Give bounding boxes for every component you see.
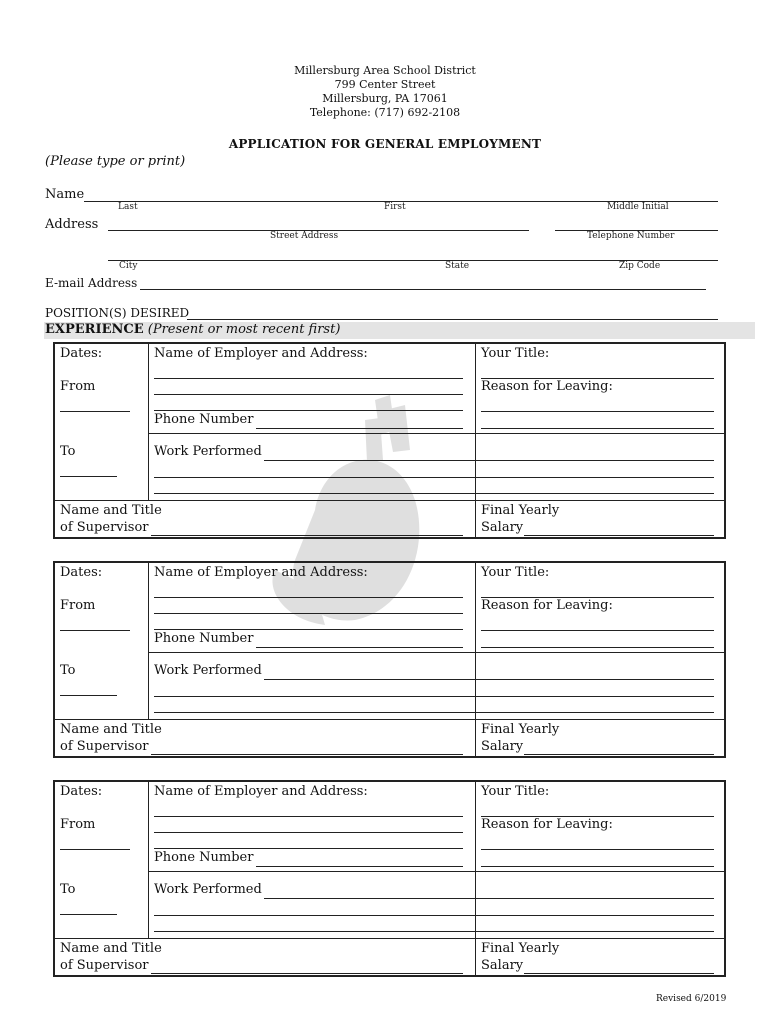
- block-divider: [55, 719, 726, 720]
- zip-code-label: Zip Code: [619, 261, 661, 271]
- district-phone: Telephone: (717) 692-2108: [309, 106, 461, 119]
- from-label: From: [60, 598, 96, 613]
- supervisor-field[interactable]: [151, 973, 463, 974]
- block-divider: [55, 938, 726, 939]
- reason-for-leaving-label: Reason for Leaving:: [481, 817, 613, 832]
- phone-number-label: Phone Number: [154, 631, 254, 646]
- experience-block-3: [53, 780, 726, 977]
- block-divider: [148, 433, 726, 434]
- to-label: To: [60, 444, 76, 459]
- reason-for-leaving-label: Reason for Leaving:: [481, 598, 613, 613]
- work-performed-field[interactable]: [154, 696, 714, 697]
- phone-number-field[interactable]: [256, 428, 463, 429]
- address-label: Address: [45, 217, 99, 232]
- final-salary-field[interactable]: [524, 535, 714, 536]
- reason-field[interactable]: [481, 630, 714, 631]
- your-title-label: Your Title:: [481, 565, 550, 580]
- block-divider: [148, 782, 149, 938]
- employer-field[interactable]: [154, 816, 463, 817]
- district-name: Millersburg Area School District: [294, 64, 476, 77]
- phone-number-label: Phone Number: [154, 850, 254, 865]
- district-street: 799 Center Street: [334, 78, 436, 91]
- block-divider: [55, 500, 726, 501]
- email-field[interactable]: [140, 289, 706, 290]
- work-performed-field[interactable]: [154, 712, 714, 713]
- supervisor-label-line2: of Supervisor: [60, 958, 149, 973]
- final-salary-label-line1: Final Yearly: [481, 722, 560, 737]
- position-label: POSITION(S) DESIRED: [45, 306, 190, 320]
- supervisor-label-line1: Name and Title: [60, 941, 162, 956]
- final-salary-field[interactable]: [524, 754, 714, 755]
- block-divider: [148, 344, 149, 500]
- name-label: Name: [45, 187, 85, 202]
- work-performed-field[interactable]: [154, 931, 714, 932]
- revised-date: Revised 6/2019: [656, 994, 727, 1004]
- supervisor-label-line2: of Supervisor: [60, 739, 149, 754]
- work-performed-field[interactable]: [154, 477, 714, 478]
- employer-field[interactable]: [154, 613, 463, 614]
- dates-label: Dates:: [60, 784, 103, 799]
- final-salary-label-line2: Salary: [481, 520, 524, 535]
- work-performed-field[interactable]: [264, 679, 714, 680]
- experience-block-2: [53, 561, 726, 758]
- first-label: First: [384, 202, 406, 212]
- from-label: From: [60, 379, 96, 394]
- to-date-field[interactable]: [60, 914, 117, 915]
- block-divider: [475, 563, 476, 758]
- work-performed-field[interactable]: [264, 460, 714, 461]
- final-salary-label-line2: Salary: [481, 958, 524, 973]
- to-date-field[interactable]: [60, 476, 117, 477]
- from-label: From: [60, 817, 96, 832]
- from-date-field[interactable]: [60, 411, 130, 412]
- phone-number-field[interactable]: [256, 647, 463, 648]
- experience-subheading: (Present or most recent first): [147, 322, 341, 337]
- work-performed-label: Work Performed: [154, 882, 262, 897]
- final-salary-label-line1: Final Yearly: [481, 503, 560, 518]
- supervisor-label-line1: Name and Title: [60, 722, 162, 737]
- supervisor-field[interactable]: [151, 754, 463, 755]
- district-city: Millersburg, PA 17061: [322, 92, 448, 105]
- reason-field[interactable]: [481, 428, 714, 429]
- your-title-label: Your Title:: [481, 346, 550, 361]
- dates-label: Dates:: [60, 346, 103, 361]
- block-divider: [148, 871, 726, 872]
- from-date-field[interactable]: [60, 630, 130, 631]
- employer-field[interactable]: [154, 832, 463, 833]
- to-date-field[interactable]: [60, 695, 117, 696]
- final-salary-label-line1: Final Yearly: [481, 941, 560, 956]
- work-performed-label: Work Performed: [154, 444, 262, 459]
- employer-field[interactable]: [154, 629, 463, 630]
- supervisor-label-line2: of Supervisor: [60, 520, 149, 535]
- supervisor-field[interactable]: [151, 535, 463, 536]
- reason-field[interactable]: [481, 411, 714, 412]
- to-label: To: [60, 663, 76, 678]
- phone-number-field[interactable]: [256, 866, 463, 867]
- employer-field[interactable]: [154, 378, 463, 379]
- work-performed-label: Work Performed: [154, 663, 262, 678]
- experience-block-1: [53, 342, 726, 539]
- work-performed-field[interactable]: [264, 898, 714, 899]
- phone-number-label: Phone Number: [154, 412, 254, 427]
- state-label: State: [445, 261, 470, 271]
- experience-heading: EXPERIENCE: [45, 322, 144, 337]
- work-performed-field[interactable]: [154, 915, 714, 916]
- employer-label: Name of Employer and Address:: [154, 784, 368, 799]
- telephone-number-label: Telephone Number: [587, 231, 675, 241]
- employer-field[interactable]: [154, 410, 463, 411]
- block-divider: [148, 563, 149, 719]
- page-title: APPLICATION FOR GENERAL EMPLOYMENT: [228, 137, 542, 151]
- work-performed-field[interactable]: [154, 493, 714, 494]
- final-salary-field[interactable]: [524, 973, 714, 974]
- reason-field[interactable]: [481, 849, 714, 850]
- employer-label: Name of Employer and Address:: [154, 346, 368, 361]
- employer-field[interactable]: [154, 394, 463, 395]
- supervisor-label-line1: Name and Title: [60, 503, 162, 518]
- reason-for-leaving-label: Reason for Leaving:: [481, 379, 613, 394]
- middle-initial-label: Middle Initial: [607, 202, 669, 212]
- street-address-label: Street Address: [270, 231, 339, 241]
- your-title-label: Your Title:: [481, 784, 550, 799]
- city-label: City: [119, 261, 138, 271]
- to-label: To: [60, 882, 76, 897]
- employer-label: Name of Employer and Address:: [154, 565, 368, 580]
- block-divider: [148, 652, 726, 653]
- employer-field[interactable]: [154, 848, 463, 849]
- block-divider: [475, 782, 476, 977]
- employer-field[interactable]: [154, 597, 463, 598]
- instructions: (Please type or print): [45, 154, 186, 169]
- experience-heading-row: [45, 322, 340, 337]
- dates-label: Dates:: [60, 565, 103, 580]
- reason-field[interactable]: [481, 866, 714, 867]
- from-date-field[interactable]: [60, 849, 130, 850]
- last-label: Last: [118, 202, 138, 212]
- reason-field[interactable]: [481, 647, 714, 648]
- final-salary-label-line2: Salary: [481, 739, 524, 754]
- email-label: E-mail Address: [45, 276, 138, 290]
- block-divider: [475, 344, 476, 539]
- position-field[interactable]: [187, 319, 718, 320]
